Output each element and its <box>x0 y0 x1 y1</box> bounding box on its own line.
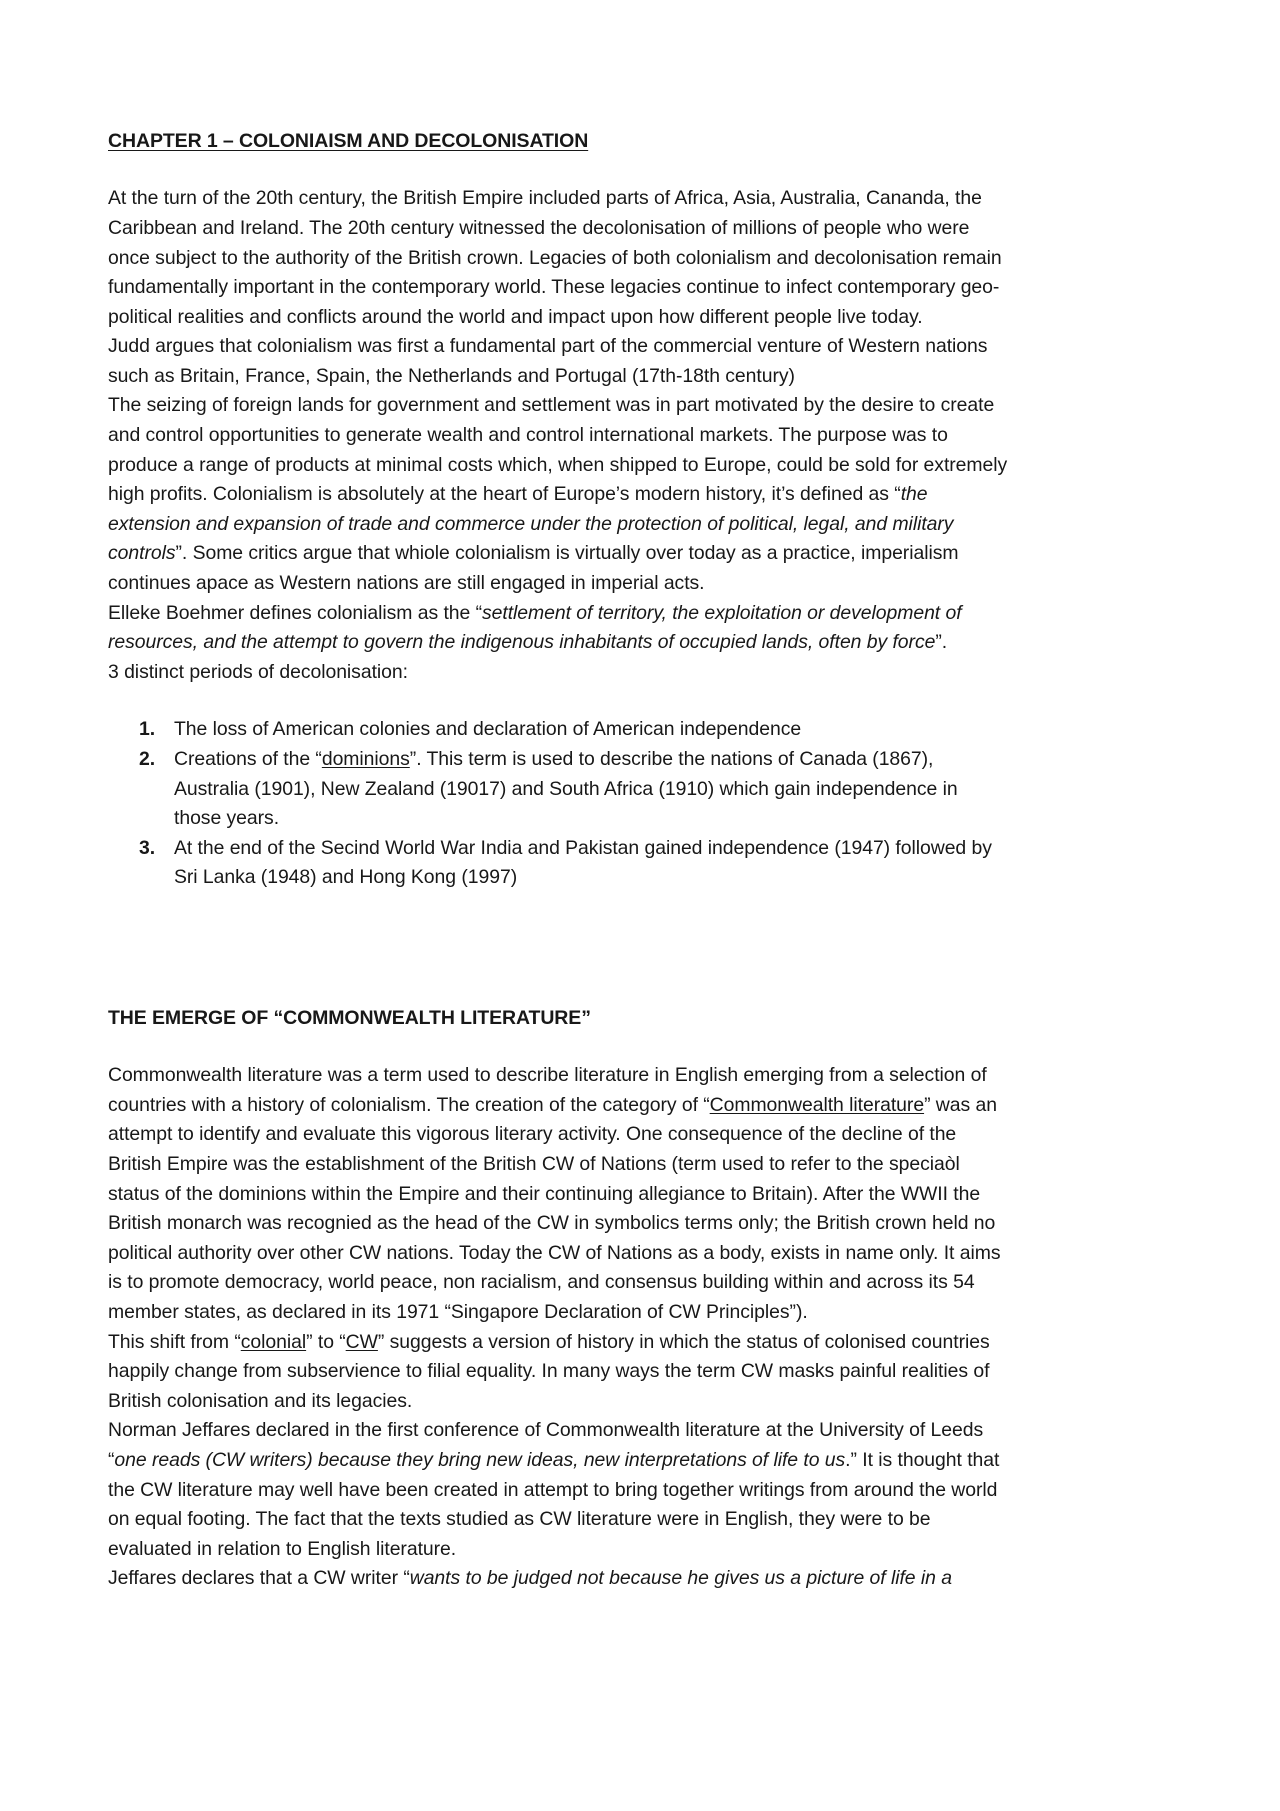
list-item: The loss of American colonies and declaration of American independence <box>174 718 802 741</box>
list-item: At the end of the Secind World War India and Pakistan gained independence (1947) followed by Sri Lanka (1948) and Hong Kong (1997) <box>174 836 992 889</box>
paragraph-jeffares-judged: Jeffares declares that a CW writer “wants to be judged not because he gives us a picture of life in a <box>108 1567 952 1590</box>
paragraph-boehmer: Elleke Boehmer defines colonialism as the “settlement of territory, the exploitation or development of resources, and the attempt to govern the indigenous inhabitants of occupied lands, often by force”. <box>108 601 962 654</box>
underlined-term: dominions <box>321 748 410 770</box>
paragraph-commonwealth-definition: Commonwealth literature was a term used to describe literature in English emerging from a selection of countries with a history of colonialism. The creation of the category of “Commonwealth literature” was an attempt to identify and evaluate this vigorous literary activity. One consequence of the decline of the British Empire was the establishment of the British CW of Nations (term used to refer to the speciaòl status of the dominions within the Empire and their continuing allegiance to Britain). After the WWII the British monarch was recognied as the head of the CW in symbolics terms only; the British crown held no political authority over other CW nations. Today the CW of Nations as a body, exists in name only. It aims is to promote democracy, world peace, non racialism, and consensus building within and across its 54 member states, as declared in its 1971 “Singapore Declaration of CW Principles”). <box>108 1064 1001 1324</box>
underlined-term: colonial <box>240 1330 307 1353</box>
underlined-term: CW <box>345 1330 378 1353</box>
document-body <box>108 128 1008 1594</box>
commonwealth-literature-heading: THE EMERGE OF “COMMONWEALTH LITERATURE” <box>108 1006 591 1029</box>
italic-quote: wants to be judged not because he gives us a picture of life in a <box>409 1567 952 1590</box>
italic-quote: one reads (CW writers) because they bring new ideas, new interpretations of life to us <box>114 1449 846 1471</box>
paragraph-intro: At the turn of the 20th century, the British Empire included parts of Africa, Asia, Australia, Cananda, the Caribbean and Ireland. The 20th century witnessed the decolonisation of millions of people who were once subject to the authority of the British crown. Legacies of both colonialism and decolonisation remain fundamentally important in the contemporary world. These legacies continue to infect contemporary geo-political realities and conflicts around the world and impact upon how different people live today. <box>108 187 1002 328</box>
section-spacer <box>108 893 1008 1005</box>
chapter-1-heading: CHAPTER 1 – COLONIAISM AND DECOLONISATION <box>108 130 589 152</box>
decolonisation-periods-list <box>108 715 1008 893</box>
italic-quote: the extension and expansion of trade and commerce under the protection of political, legal, and military controls <box>108 483 954 565</box>
paragraph-shift-colonial-cw: This shift from “colonial” to “CW” suggests a version of history in which the status of colonised countries happily change from subservience to filial equality. In many ways the term CW masks painful realities of British colonisation and its legacies. <box>108 1330 990 1412</box>
paragraph-three-periods: 3 distinct periods of decolonisation: <box>108 660 408 683</box>
paragraph-seizing-lands: The seizing of foreign lands for government and settlement was in part motivated by the desire to create and control opportunities to generate wealth and control international markets. The purpose was to produce a range of products at minimal costs which, when shipped to Europe, could be sold for extremely high profits. Colonialism is absolutely at the heart of Europe’s modern history, it’s defined as “the extension and expansion of trade and commerce under the protection of political, legal, and military controls”. Some critics argue that whiole colonialism is virtually over today as a practice, imperialism continues apace as Western nations are still engaged in imperial acts. <box>108 394 1008 595</box>
list-item: Creations of the “dominions”. This term is used to describe the nations of Canada (1867), Australia (1901), New Zealand (19017) and South Africa (1910) which gain independence in those years. <box>174 748 958 830</box>
paragraph-judd: Judd argues that colonialism was first a fundamental part of the commercial venture of Western nations such as Britain, France, Spain, the Netherlands and Portugal (17th-18th century) <box>108 335 988 387</box>
underlined-term: Commonwealth literature <box>709 1093 925 1116</box>
paragraph-jeffares-leeds: Norman Jeffares declared in the first conference of Commonwealth literature at the University of Leeds “one reads (CW writers) because they bring new ideas, new interpretations of life to us.” It is thought that the CW literature may well have been created in attempt to bring together writings from around the world on equal footing. The fact that the texts studied as CW literature were in English, they were to be evaluated in relation to English literature. <box>108 1419 1000 1560</box>
italic-quote: settlement of territory, the exploitation or development of resources, and the attempt to govern the indigenous inhabitants of occupied lands, often by force <box>108 601 962 654</box>
